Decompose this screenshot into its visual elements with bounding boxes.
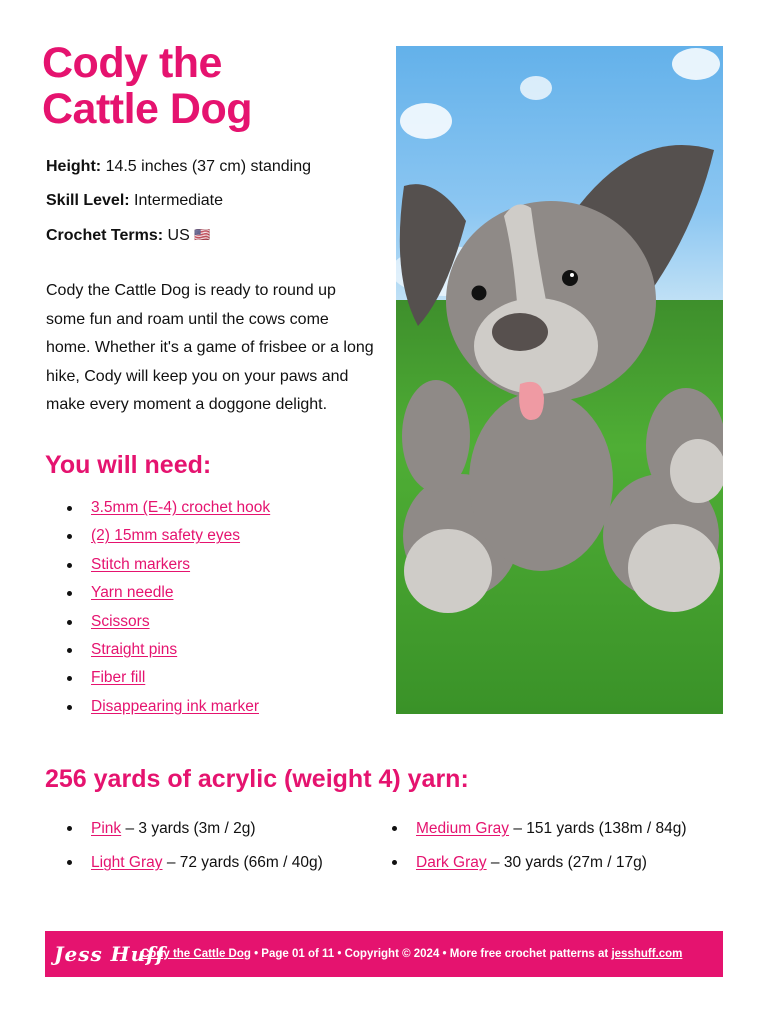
list-item bbox=[46, 523, 376, 551]
cloud-shape bbox=[520, 76, 552, 100]
eye-highlight bbox=[570, 273, 574, 277]
list-item bbox=[46, 665, 376, 693]
bullet-icon bbox=[67, 860, 72, 865]
supply-link-pins[interactable]: Straight pins bbox=[91, 640, 178, 658]
cloud-shape bbox=[400, 103, 452, 139]
supplies-heading: You will need: bbox=[45, 451, 212, 479]
supply-link-ink-marker[interactable]: Disappearing ink marker bbox=[91, 697, 259, 715]
bullet-icon bbox=[67, 676, 72, 681]
footer-pattern-link[interactable]: Cody the Cattle Dog bbox=[141, 948, 251, 960]
yarn-amount: – 30 yards (27m / 17g) bbox=[486, 854, 647, 871]
footer-info: • Page 01 of 11 • Copyright © 2024 • More free crochet patterns at bbox=[250, 948, 612, 960]
list-item bbox=[46, 580, 376, 608]
bullet-icon bbox=[67, 705, 72, 710]
dog-left-arm bbox=[402, 380, 470, 492]
yarn-link-light-gray[interactable]: Light Gray bbox=[91, 854, 163, 871]
supply-link-fiberfill[interactable]: Fiber fill bbox=[91, 669, 146, 687]
list-item bbox=[46, 495, 376, 523]
footer-text bbox=[141, 946, 682, 962]
spec-skill bbox=[46, 189, 386, 223]
supply-link-needle[interactable]: Yarn needle bbox=[91, 584, 174, 602]
page-title bbox=[42, 40, 382, 132]
yarn-amount: – 72 yards (66m / 40g) bbox=[162, 854, 323, 871]
title-line-1: Cody the bbox=[42, 39, 222, 87]
dog-left-paw bbox=[404, 529, 492, 613]
dog-body bbox=[469, 391, 613, 571]
list-item bbox=[371, 815, 731, 849]
spec-height-label: Height: bbox=[46, 158, 102, 175]
yarn-amount: – 3 yards (3m / 2g) bbox=[121, 820, 256, 837]
spec-skill-value: Intermediate bbox=[134, 192, 223, 209]
list-item bbox=[46, 637, 376, 665]
list-item bbox=[371, 849, 731, 883]
dog-right-eye bbox=[562, 270, 578, 286]
list-item bbox=[46, 694, 376, 722]
yarn-list-left bbox=[46, 815, 376, 883]
dog-nose bbox=[492, 313, 548, 351]
bullet-icon bbox=[392, 860, 397, 865]
dog-left-eye bbox=[472, 286, 487, 301]
supplies-list bbox=[46, 495, 376, 722]
list-item bbox=[46, 815, 376, 849]
supply-link-eyes[interactable]: (2) 15mm safety eyes bbox=[91, 527, 241, 545]
bullet-icon bbox=[67, 620, 72, 625]
bullet-icon bbox=[67, 534, 72, 539]
bullet-icon bbox=[392, 826, 397, 831]
spec-terms-value: US bbox=[167, 227, 190, 244]
yarn-link-dark-gray[interactable]: Dark Gray bbox=[416, 854, 487, 871]
bullet-icon bbox=[67, 648, 72, 653]
spec-height bbox=[46, 155, 386, 189]
intro-paragraph: Cody the Cattle Dog is ready to round up some fun and roam until the cows come home. Whether it's a game of frisbee or a long hike, Cody will keep you on your paws and make every moment a doggone delight. bbox=[46, 282, 374, 414]
supply-link-hook[interactable]: 3.5mm (E-4) crochet hook bbox=[91, 499, 271, 516]
dog-illustration bbox=[396, 46, 723, 714]
title-line-2: Cattle Dog bbox=[42, 85, 252, 133]
yarn-list-right bbox=[371, 815, 731, 883]
yarn-link-medium-gray[interactable]: Medium Gray bbox=[416, 820, 510, 837]
bullet-icon bbox=[67, 591, 72, 596]
page-footer bbox=[45, 931, 723, 977]
yarn-heading: 256 yards of acrylic (weight 4) yarn: bbox=[45, 765, 469, 793]
jess-huff-logo: Jess Huff bbox=[54, 942, 166, 966]
bullet-icon bbox=[67, 506, 72, 511]
spec-terms-label: Crochet Terms: bbox=[46, 227, 164, 244]
list-item bbox=[46, 849, 376, 883]
specs bbox=[46, 155, 386, 257]
spec-height-value: 14.5 inches (37 cm) standing bbox=[105, 158, 312, 175]
supply-link-scissors[interactable]: Scissors bbox=[91, 612, 150, 630]
yarn-link-pink[interactable]: Pink bbox=[91, 820, 122, 837]
bullet-icon bbox=[67, 826, 72, 831]
footer-site-link[interactable]: jesshuff.com bbox=[611, 948, 683, 960]
cody-dog-photo bbox=[396, 46, 723, 714]
cloud-shape bbox=[672, 48, 720, 80]
bullet-icon bbox=[67, 563, 72, 568]
yarn-amount: – 151 yards (138m / 84g) bbox=[509, 820, 687, 837]
us-flag-icon: 🇺🇸 bbox=[194, 227, 211, 242]
spec-terms bbox=[46, 223, 386, 257]
list-item bbox=[46, 552, 376, 580]
dog-tongue bbox=[519, 382, 544, 420]
list-item bbox=[46, 609, 376, 637]
spec-skill-label: Skill Level: bbox=[46, 192, 130, 209]
dog-right-paw bbox=[628, 524, 720, 612]
supply-link-markers[interactable]: Stitch markers bbox=[91, 555, 191, 573]
